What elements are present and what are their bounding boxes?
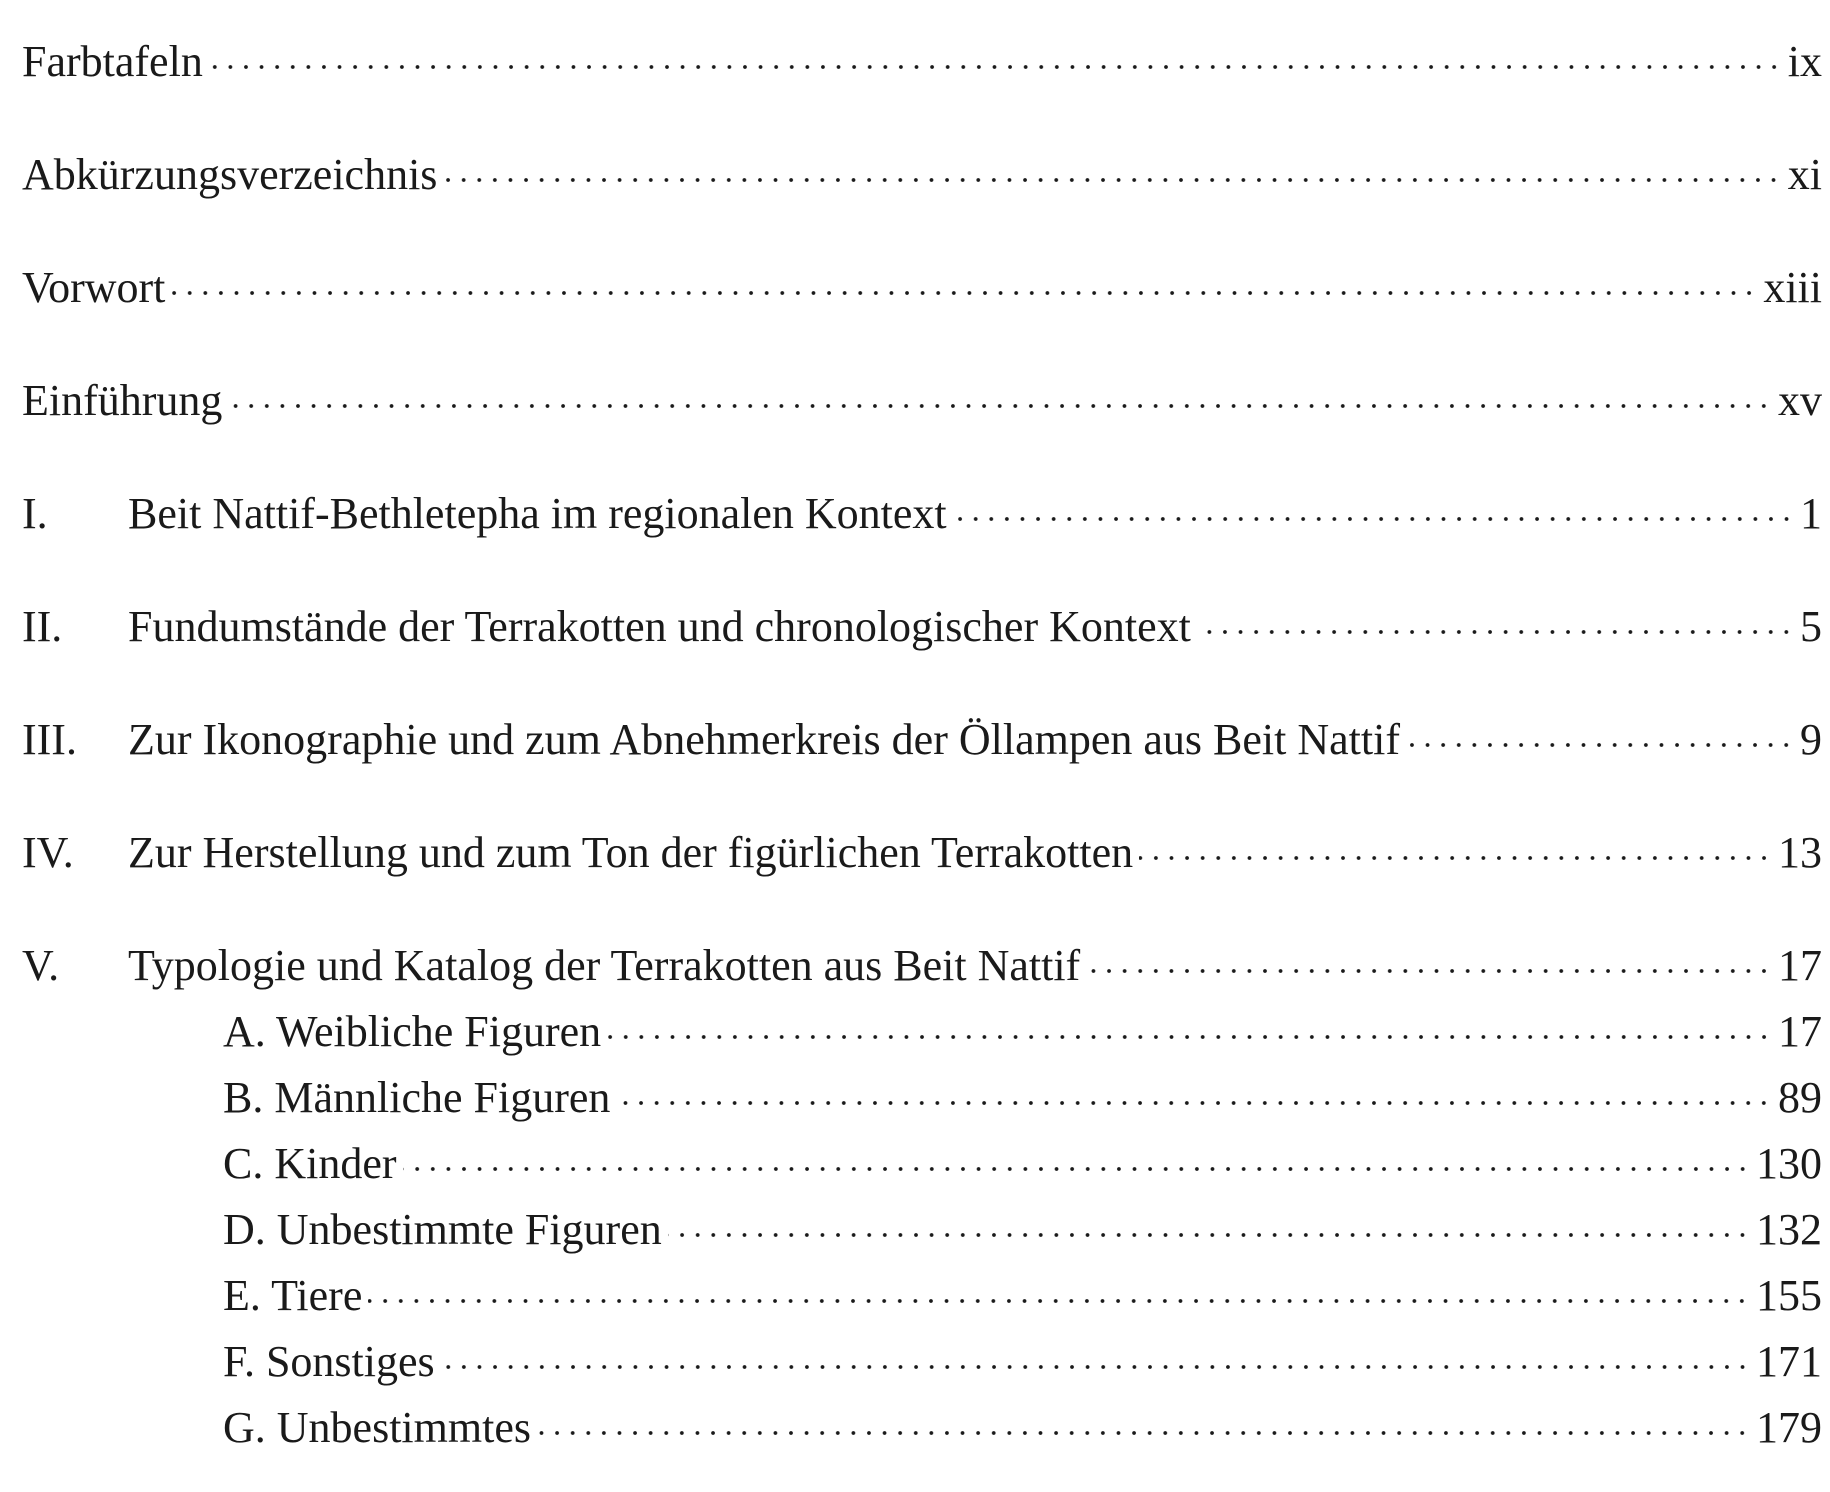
toc-entry-page: xi (1787, 150, 1822, 199)
toc-entry-title: A. Weibliche Figuren (223, 1007, 602, 1056)
toc-entry-title: D. Unbestimmte Figuren (223, 1205, 662, 1254)
toc-entry-title: Abkürzungsverzeichnis (22, 150, 438, 199)
toc-entry-page: ix (1787, 37, 1822, 86)
toc-entry-page: 1 (1800, 489, 1822, 538)
dot-leader (616, 1100, 1772, 1106)
dot-leader (228, 403, 1772, 409)
toc-entry-title: Zur Herstellung und zum Ton der figürlichen Terrakotten (128, 828, 1134, 877)
toc-entry-title: G. Unbestimmtes (223, 1403, 531, 1452)
dot-leader (1139, 855, 1772, 861)
dot-leader (537, 1430, 1750, 1436)
chapter-number: V. (22, 941, 60, 990)
dot-leader (953, 516, 1794, 522)
toc-entry-title: Einführung (22, 376, 223, 425)
chapter-number: IV. (22, 828, 74, 877)
toc-entry-page: 9 (1800, 715, 1822, 764)
chapter-number: I. (22, 489, 48, 538)
toc-entry-title: F. Sonstiges (223, 1337, 435, 1386)
dot-leader (368, 1298, 1750, 1304)
toc-subsection-e[interactable] (22, 1271, 1822, 1320)
toc-entry-page: 5 (1800, 602, 1822, 651)
dot-leader (1197, 629, 1794, 635)
dot-leader (441, 1364, 1750, 1370)
toc-entry-page: xv (1778, 376, 1822, 425)
toc-entry-page: 17 (1778, 941, 1822, 990)
toc-entry-vorwort[interactable] (22, 263, 1822, 312)
toc-entry-page: 13 (1778, 828, 1822, 877)
toc-subsection-a[interactable] (22, 1007, 1822, 1056)
toc-entry-page: xiii (1763, 263, 1822, 312)
toc-chapter-4[interactable] (22, 828, 1822, 877)
toc-entry-title: Vorwort (22, 263, 166, 312)
dot-leader (668, 1232, 1750, 1238)
toc-chapter-5[interactable] (22, 941, 1822, 990)
toc-chapter-2[interactable] (22, 602, 1822, 651)
dot-leader (1406, 742, 1794, 748)
toc-entry-title: C. Kinder (223, 1139, 397, 1188)
toc-entry-page: 17 (1778, 1007, 1822, 1056)
dot-leader (209, 64, 1782, 70)
toc-entry-abkuerzungsverzeichnis[interactable] (22, 150, 1822, 199)
toc-chapter-3[interactable] (22, 715, 1822, 764)
dot-leader (171, 290, 1757, 296)
dot-leader (1086, 968, 1772, 974)
dot-leader (403, 1166, 1750, 1172)
toc-chapter-1[interactable] (22, 489, 1822, 538)
toc-subsection-c[interactable] (22, 1139, 1822, 1188)
toc-entry-einfuehrung[interactable] (22, 376, 1822, 425)
toc-entry-title: Zur Ikonographie und zum Abnehmerkreis der Öllampen aus Beit Nattif (128, 715, 1400, 764)
dot-leader (443, 177, 1781, 183)
toc-entry-title: B. Männliche Figuren (223, 1073, 611, 1122)
toc-entry-page: 179 (1756, 1403, 1822, 1452)
toc-subsection-g[interactable] (22, 1403, 1822, 1452)
toc-entry-title: Beit Nattif-Bethletepha im regionalen Kontext (128, 489, 947, 538)
toc-entry-farbtafeln[interactable] (22, 37, 1822, 86)
toc-entry-page: 171 (1756, 1337, 1822, 1386)
toc-entry-page: 132 (1756, 1205, 1822, 1254)
toc-entry-title: Farbtafeln (22, 37, 203, 86)
chapter-number: II. (22, 602, 63, 651)
toc-subsection-f[interactable] (22, 1337, 1822, 1386)
toc-entry-title: E. Tiere (223, 1271, 363, 1320)
toc-subsection-d[interactable] (22, 1205, 1822, 1254)
toc-entry-title: Fundumstände der Terrakotten und chronologischer Kontext (128, 602, 1191, 651)
toc-entry-title: Typologie und Katalog der Terrakotten aus Beit Nattif (128, 941, 1081, 990)
chapter-number: III. (22, 715, 77, 764)
toc-entry-page: 155 (1756, 1271, 1822, 1320)
toc-subsection-b[interactable] (22, 1073, 1822, 1122)
dot-leader (607, 1034, 1772, 1040)
toc-entry-page: 89 (1778, 1073, 1822, 1122)
toc-entry-page: 130 (1756, 1139, 1822, 1188)
